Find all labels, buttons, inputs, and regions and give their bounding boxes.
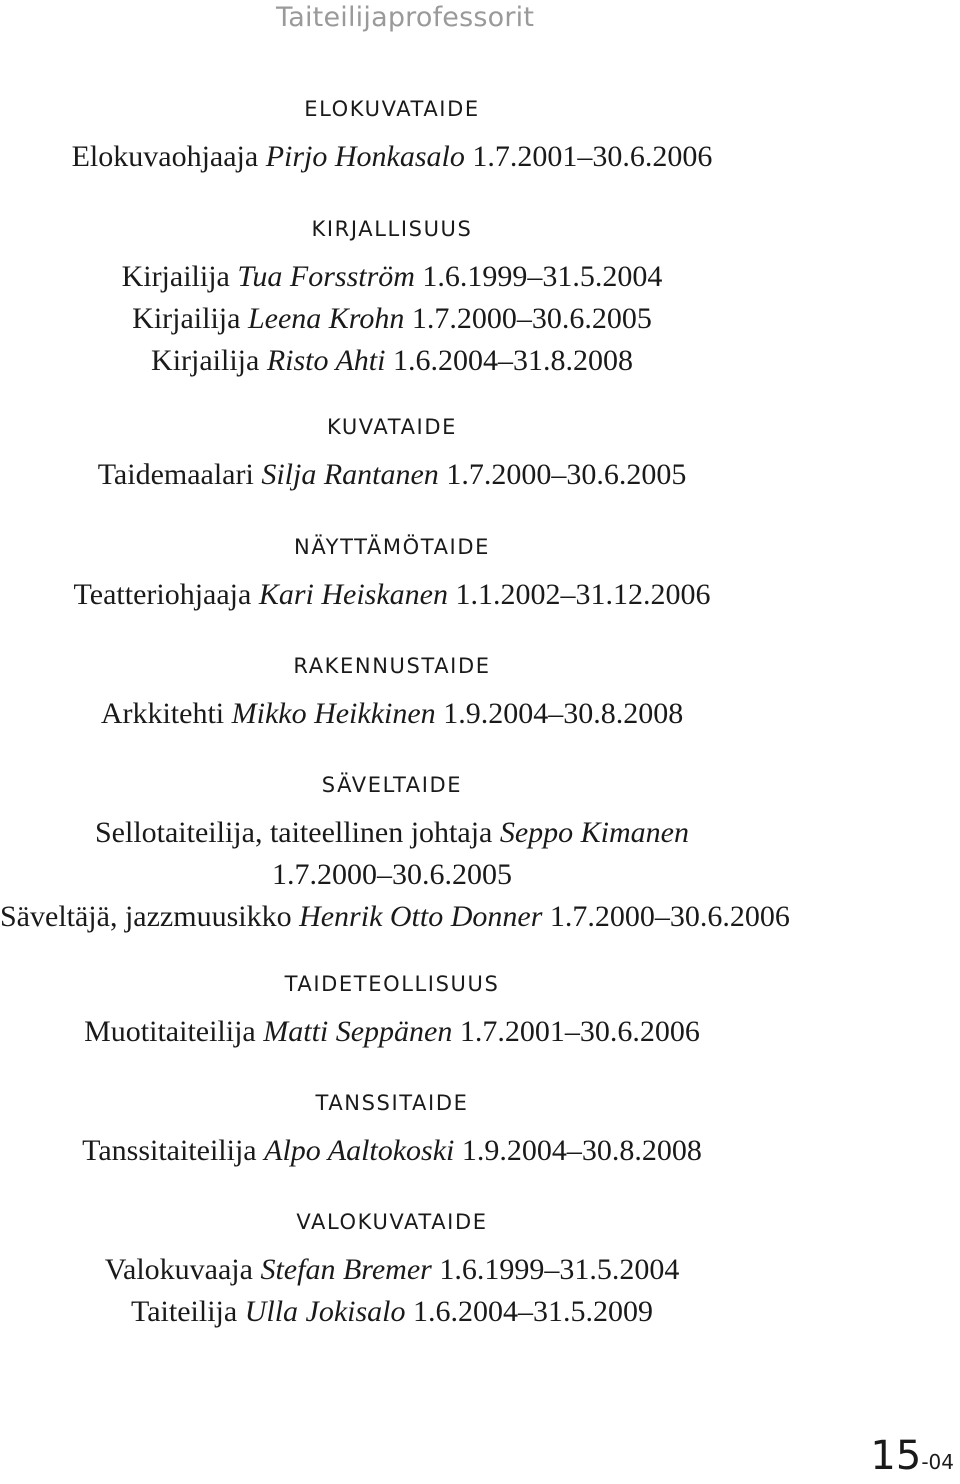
entry-title: Kirjailija (151, 344, 267, 377)
entry-person-name: Henrik Otto Donner (299, 900, 543, 933)
page-header: Taiteilijaprofessorit (276, 2, 535, 33)
entry-line (0, 298, 784, 340)
entry-term: 1.1.2002–31.12.2006 (447, 578, 711, 611)
section-heading: VALOKUVATAIDE (296, 1210, 488, 1234)
entry-title: Arkkitehti (100, 697, 232, 730)
section (0, 770, 790, 938)
section-heading: ELOKUVATAIDE (304, 97, 480, 121)
entry-title: Kirjailija (132, 302, 248, 335)
entry-term: 1.9.2004–30.8.2008 (435, 697, 684, 730)
section (0, 214, 784, 382)
entry-title: Säveltäjä, jazzmuusikko (0, 900, 300, 933)
section-heading: TAIDETEOLLISUUS (284, 972, 500, 996)
section-heading: KUVATAIDE (327, 415, 457, 439)
entry-person-name: Stefan Bremer (260, 1253, 432, 1286)
entry-term: 1.7.2001–30.6.2006 (464, 140, 713, 173)
entry-line (0, 1130, 784, 1172)
entry-line (0, 574, 784, 616)
entry-title: Teatteriohjaaja (73, 578, 259, 611)
section-heading: RAKENNUSTAIDE (293, 654, 491, 678)
page-number-suffix: -04 (921, 1450, 954, 1474)
entry-person-name: Mikko Heikkinen (231, 697, 436, 730)
page-number-main: 15 (870, 1433, 922, 1479)
entry-title: Muotitaiteilija (84, 1015, 264, 1048)
entry-line (0, 812, 784, 854)
section (0, 651, 784, 735)
entry-person-name: Pirjo Honkasalo (265, 140, 465, 173)
entry-term: 1.7.2000–30.6.2005 (272, 858, 512, 891)
section (0, 532, 784, 616)
entry-line (0, 136, 784, 178)
entry-term: 1.7.2000–30.6.2006 (542, 900, 790, 933)
entry-person-name: Risto Ahti (266, 344, 386, 377)
entry-line (0, 256, 784, 298)
entry-title: Taidemaalari (97, 458, 262, 491)
entry-term: 1.7.2000–30.6.2005 (438, 458, 687, 491)
entry-line (0, 340, 784, 382)
entry-person-name: Ulla Jokisalo (244, 1295, 406, 1328)
entry-title: Valokuvaaja (104, 1253, 261, 1286)
entry-title: Elokuvaohjaaja (71, 140, 266, 173)
entry-line (0, 854, 784, 896)
entry-term: 1.7.2001–30.6.2006 (452, 1015, 700, 1048)
entry-person-name: Tua Forsström (237, 260, 415, 293)
section (0, 94, 784, 178)
entry-person-name: Kari Heiskanen (258, 578, 448, 611)
entry-term: 1.6.1999–31.5.2004 (431, 1253, 680, 1286)
entry-line (0, 896, 790, 938)
entry-term: 1.6.2004–31.5.2009 (405, 1295, 653, 1328)
page-number (870, 1434, 954, 1484)
section (0, 412, 784, 496)
entry-line (0, 1291, 784, 1333)
entry-person-name: Leena Krohn (247, 302, 405, 335)
entry-term: 1.6.2004–31.8.2008 (385, 344, 633, 377)
entry-line (0, 1249, 784, 1291)
section (0, 1207, 784, 1333)
entry-line (0, 693, 784, 735)
section-heading: SÄVELTAIDE (321, 773, 463, 797)
entry-title: Tanssitaiteilija (82, 1134, 265, 1167)
entry-title: Taiteilija (131, 1295, 245, 1328)
entry-term: 1.6.1999–31.5.2004 (414, 260, 663, 293)
entry-term: 1.9.2004–30.8.2008 (454, 1134, 702, 1167)
section (0, 969, 784, 1053)
entry-title: Sellotaiteilija, taiteellinen johtaja (94, 816, 500, 849)
section-heading: KIRJALLISUUS (311, 217, 473, 241)
section-heading: NÄYTTÄMÖTAIDE (294, 535, 490, 559)
entry-person-name: Matti Seppänen (263, 1015, 453, 1048)
section-heading: TANSSITAIDE (315, 1091, 469, 1115)
section (0, 1088, 784, 1172)
entry-line (0, 454, 784, 496)
entry-line (0, 1011, 784, 1053)
entry-person-name: Alpo Aaltokoski (264, 1134, 455, 1167)
entry-person-name: Silja Rantanen (261, 458, 439, 491)
entry-title: Kirjailija (121, 260, 238, 293)
entry-person-name: Seppo Kimanen (499, 816, 689, 849)
entry-term: 1.7.2000–30.6.2005 (404, 302, 652, 335)
